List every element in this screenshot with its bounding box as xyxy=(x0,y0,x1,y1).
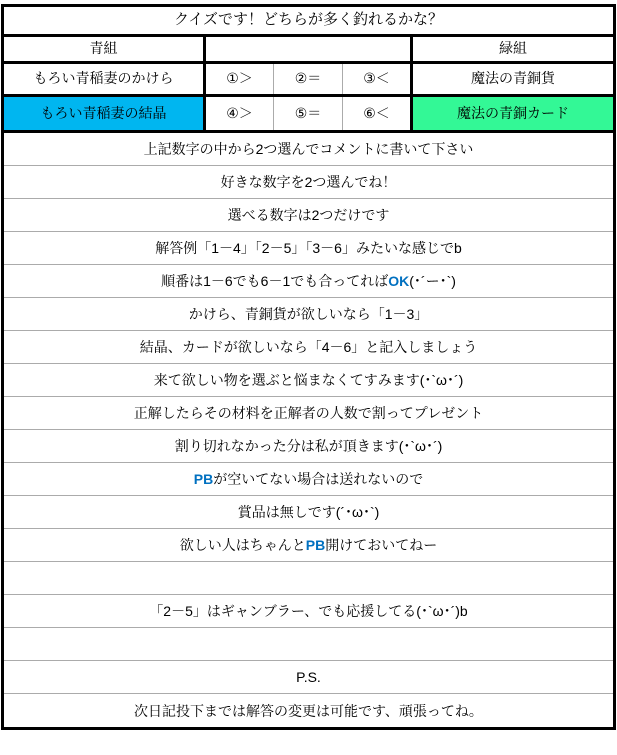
note-accent: PB xyxy=(193,471,214,487)
crystal-row xyxy=(4,97,613,133)
bronze-card-cell: 魔法の青銅カード xyxy=(413,97,613,130)
option-cell-5: ⑤＝ xyxy=(274,97,343,130)
note-text: 順番は1－6でも6－1でも合ってれば xyxy=(161,273,389,289)
note-text: 上記数字の中から2つ選んでコメントに書いて下さい xyxy=(143,141,474,157)
option-cell-1: ①＞ xyxy=(206,64,274,94)
note-text: 来て欲しい物を選ぶと悩まなくてすみます(･`ω･´) xyxy=(153,372,464,388)
note-row-no-prize xyxy=(4,496,613,529)
option-cell-4: ④＞ xyxy=(206,97,274,130)
note-row-order-ok xyxy=(4,265,613,298)
note-text: 割り切れなかった分は私が頂きます(･`ω･´) xyxy=(174,438,443,454)
note-row-ps xyxy=(4,661,613,694)
quiz-title: クイズです！どちらが多く釣れるかな？ xyxy=(173,11,444,29)
blue-team-header: 青組 xyxy=(4,37,206,61)
note-text: 次日記投下までは解答の変更は可能です、頑張ってね。 xyxy=(134,702,483,719)
note-text: (･´ー･`) xyxy=(409,273,456,289)
note-text: 欲しい人はちゃんと xyxy=(179,537,306,553)
note-text: かけら、青銅貨が欲しいなら「1－3」 xyxy=(188,306,429,322)
fragment-row xyxy=(4,64,613,97)
team-header-spacer xyxy=(206,37,413,61)
note-text: が空いてない場合は送れないので xyxy=(213,471,424,487)
note-row-empty-1 xyxy=(4,562,613,595)
note-text: 解答例「1－4」「2－5」「3－6」みたいな感じでb xyxy=(155,240,462,256)
note-text: P.S. xyxy=(296,669,321,685)
note-text: 賞品は無しです(´･ω･`) xyxy=(237,504,380,520)
green-team-header: 緑組 xyxy=(499,40,527,57)
note-text: 好きな数字を2つ選んでね！ xyxy=(220,174,397,190)
option-cell-2: ②＝ xyxy=(274,64,343,94)
note-row-pick-two xyxy=(4,166,613,199)
note-row-example xyxy=(4,232,613,265)
note-row-choose-wanted xyxy=(4,364,613,397)
note-text: 「2－5」はギャンブラー、でも応援してる(･`ω･´)b xyxy=(149,603,468,619)
note-row-open-pb xyxy=(4,529,613,562)
bronze-coin-cell: 魔法の青銅貨 xyxy=(471,70,555,87)
note-row-remainder xyxy=(4,430,613,463)
team-header-row xyxy=(4,37,613,64)
title-row xyxy=(4,7,613,37)
option-cell-3: ③＜ xyxy=(343,64,413,94)
crystal-item-cell: もろい青稲妻の結晶 xyxy=(4,97,206,130)
note-text: 結晶、カードが欲しいなら「4－6」と記入しましょう xyxy=(139,339,478,355)
note-row-change-allowed xyxy=(4,694,613,727)
fragment-item-cell: もろい青稲妻のかけら xyxy=(4,64,206,94)
note-text: 開けておいてねー xyxy=(325,537,438,553)
note-row-gambler xyxy=(4,595,613,628)
note-accent: OK xyxy=(388,273,410,289)
note-text: 正解したらその材料を正解者の人数で割ってプレゼント xyxy=(133,405,484,421)
quiz-table xyxy=(1,4,616,730)
note-text: 選べる数字は2つだけです xyxy=(227,207,390,223)
note-row-want-crystal xyxy=(4,331,613,364)
note-row-empty-2 xyxy=(4,628,613,661)
option-cell-6: ⑥＜ xyxy=(343,97,413,130)
note-row-want-fragment xyxy=(4,298,613,331)
note-row-split-prize xyxy=(4,397,613,430)
note-accent: PB xyxy=(305,537,326,553)
note-row-only-two xyxy=(4,199,613,232)
note-row-pb-closed xyxy=(4,463,613,496)
note-row-instruction xyxy=(4,133,613,166)
